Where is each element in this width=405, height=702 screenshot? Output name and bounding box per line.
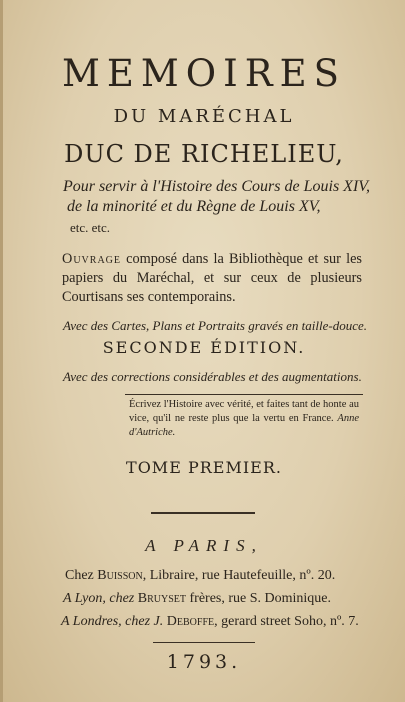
- volume-label: TOME PREMIER.: [126, 458, 282, 477]
- publisher-paris: Chez Buisson, Libraire, rue Hautefeuille, nº. 20.: [65, 568, 336, 583]
- imprint-city: A PARIS,: [145, 536, 263, 555]
- title-duc-de-richelieu: DUC DE RICHELIEU,: [64, 140, 344, 168]
- divider-rule: [151, 512, 255, 514]
- epigraph-rule-top: [125, 394, 363, 395]
- title-memoires: MEMOIRES: [62, 52, 346, 95]
- description-text: composé dans la Bibliothèque et sur les papiers du Maréchal, et sur ceux de plusieurs Courtisans ses contemporains.: [62, 251, 362, 305]
- description-lead: Ouvrage: [62, 251, 121, 267]
- subtitle-line-2: de la minorité et du Règne de Louis XV,: [67, 198, 321, 215]
- epigraph-text: Écrivez l'Histoire avec vérité, et faites tant de honte au vice, qu'il ne reste plus que la vertu en France.: [129, 399, 359, 424]
- corrections-note: Avec des corrections considérables et des augmentations.: [63, 369, 362, 384]
- year-rule: [153, 642, 255, 643]
- publisher-londres: A Londres, chez J. Deboffe, gerard street Soho, nº. 7.: [61, 614, 359, 629]
- epigraph: [129, 398, 359, 440]
- subtitle-line-3: etc. etc.: [70, 220, 111, 235]
- publication-year: 1793.: [166, 651, 242, 673]
- epigraph-attribution: Anne d'Autriche.: [129, 413, 359, 438]
- title-du-marechal: DU MARÉCHAL: [113, 106, 295, 127]
- publisher-lyon: A Lyon, chez Bruyset frères, rue S. Dominique.: [63, 591, 332, 606]
- illustrations-note: Avec des Cartes, Plans et Portraits gravés en taille-douce.: [63, 318, 367, 333]
- description-paragraph: [62, 250, 362, 307]
- edition-statement: SECONDE ÉDITION.: [102, 338, 306, 357]
- subtitle-line-1: Pour servir à l'Histoire des Cours de Louis XIV,: [63, 178, 370, 195]
